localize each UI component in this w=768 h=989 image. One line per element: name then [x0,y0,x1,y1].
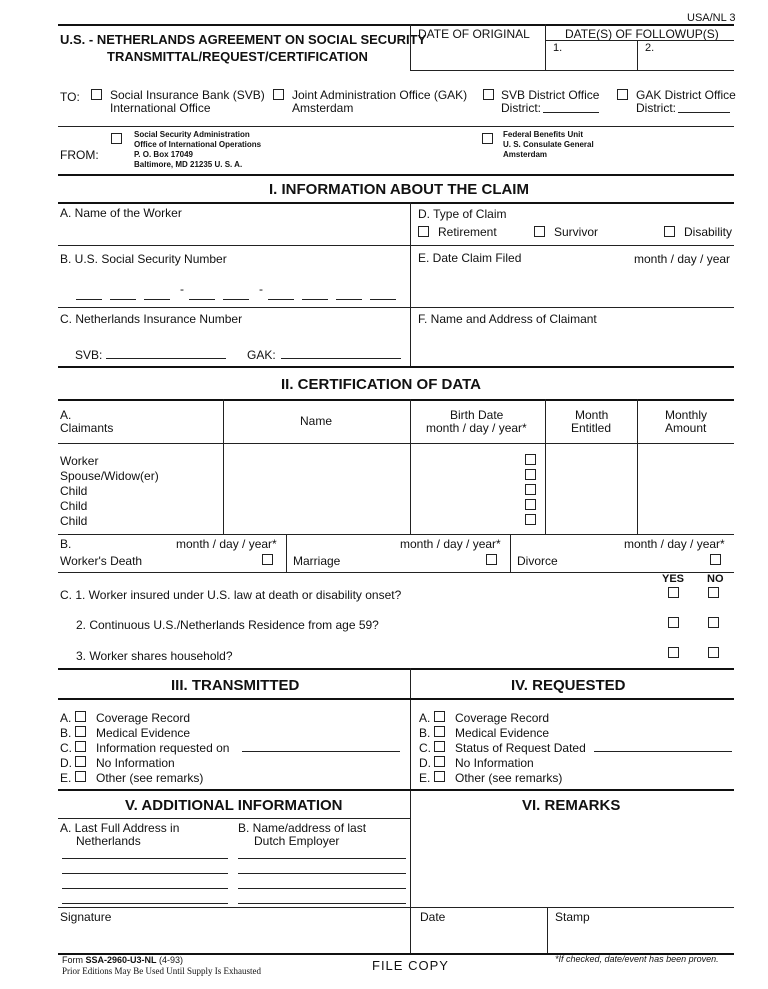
stamp-label: Stamp [555,910,590,924]
survivor-label: Survivor [554,225,599,239]
death-proven-checkbox[interactable] [262,554,273,565]
claimants-col-a: A. [60,408,72,422]
requested-coverage-label: Coverage Record [455,711,550,725]
requested-item-e: E. [419,771,431,785]
transmitted-coverage-checkbox[interactable] [75,711,86,722]
form-number: Form SSA-2960-U3-NL (4-93) [62,955,184,965]
prior-editions-note: Prior Editions May Be Used Until Supply Is Exhausted [62,966,261,976]
section-4-title: IV. REQUESTED [511,677,626,694]
claimant-worker: Worker [60,454,99,468]
c1-no-checkbox[interactable] [708,587,719,598]
transmitted-noinfo-checkbox[interactable] [75,756,86,767]
form-title-line2: TRANSMITTAL/REQUEST/CERTIFICATION [107,49,368,64]
last-address-label-line2: Netherlands [76,834,141,848]
transmitted-other-label: Other (see remarks) [96,771,204,785]
section-1-title: I. INFORMATION ABOUT THE CLAIM [269,181,529,198]
yes-header: YES [662,573,685,585]
marriage-date-format: month / day / year* [400,537,501,551]
to-gak-district-checkbox[interactable] [617,89,628,100]
svb-number-field[interactable] [106,358,226,359]
transmitted-info-checkbox[interactable] [75,741,86,752]
requested-item-d: D. [419,756,431,770]
events-b-label: B. [60,537,72,551]
gak-number-label: GAK: [247,348,276,362]
requested-medical-checkbox[interactable] [434,726,445,737]
transmitted-item-d: D. [60,756,72,770]
requested-status-checkbox[interactable] [434,741,445,752]
monthly-amount-line2: Amount [665,421,707,435]
transmitted-coverage-label: Coverage Record [96,711,191,725]
ssn-label: B. U.S. Social Security Number [60,252,227,266]
requested-status-label: Status of Request Dated [455,741,586,755]
question-c3: 3. Worker shares household? [76,649,233,663]
proven-note: *If checked, date/event has been proven. [555,954,719,964]
to-svb-checkbox[interactable] [91,89,102,100]
gak-number-field[interactable] [281,358,401,359]
from-ssa-checkbox[interactable] [111,133,122,144]
month-entitled-line1: Month [575,408,609,422]
employer-label-line2: Dutch Employer [254,834,340,848]
netherlands-insurance-label: C. Netherlands Insurance Number [60,312,243,326]
svb-number-label: SVB: [75,348,103,362]
form-code: USA/NL 3 [687,12,736,24]
no-header: NO [707,573,724,585]
requested-status-date-field[interactable] [594,751,732,752]
requested-other-checkbox[interactable] [434,771,445,782]
monthly-amount-line1: Monthly [665,408,708,422]
to-svb-line2: International Office [110,101,211,115]
requested-item-b: B. [419,726,431,740]
child3-birth-proven-checkbox[interactable] [525,514,536,525]
c2-yes-checkbox[interactable] [668,617,679,628]
question-c1: C. 1. Worker insured under U.S. law at death or disability onset? [60,588,402,602]
from-ssa-address: Social Security Administration Office of International Operations P. O. Box 17049 Baltimore, MD 21235 U. S. A. [134,130,262,169]
claimant-spouse: Spouse/Widow(er) [60,469,159,483]
transmitted-item-c: C. [60,741,72,755]
followup-dates-label: DATE(S) OF FOLLOWUP(S) [565,27,719,41]
transmitted-noinfo-label: No Information [96,756,175,770]
claimant-child-1: Child [60,484,88,498]
requested-noinfo-label: No Information [455,756,534,770]
claimant-address-label: F. Name and Address of Claimant [418,312,597,326]
from-fbu-address: Federal Benefits Unit U. S. Consulate General Amsterdam [503,130,594,159]
section-6-title: VI. REMARKS [522,797,621,814]
claimants-col-header: Claimants [60,421,114,435]
signature-label: Signature [60,910,112,924]
to-gak-district-line1: GAK District Office [636,88,736,102]
form-title-line1: U.S. - NETHERLANDS AGREEMENT ON SOCIAL SECURITY [60,32,427,47]
date-label: Date [420,910,446,924]
disability-label: Disability [684,225,733,239]
marriage-label: Marriage [293,554,341,568]
gak-district-field[interactable] [678,112,730,113]
death-date-format: month / day / year* [176,537,277,551]
from-fbu-checkbox[interactable] [482,133,493,144]
c1-yes-checkbox[interactable] [668,587,679,598]
svb-district-field[interactable] [543,112,599,113]
followup-2-label: 2. [645,42,655,54]
requested-other-label: Other (see remarks) [455,771,563,785]
c3-no-checkbox[interactable] [708,647,719,658]
requested-noinfo-checkbox[interactable] [434,756,445,767]
to-gak-checkbox[interactable] [273,89,284,100]
disability-checkbox[interactable] [664,226,675,237]
file-copy-label: FILE COPY [372,958,449,973]
transmitted-item-a: A. [60,711,72,725]
to-gak-line2: Amsterdam [292,101,354,115]
transmitted-medical-checkbox[interactable] [75,726,86,737]
name-col-header: Name [300,414,333,428]
spouse-birth-proven-checkbox[interactable] [525,469,536,480]
section-5-title: V. ADDITIONAL INFORMATION [125,797,343,814]
transmitted-item-e: E. [60,771,72,785]
marriage-proven-checkbox[interactable] [486,554,497,565]
to-svb-line1: Social Insurance Bank (SVB) [110,88,265,102]
to-svb-district-checkbox[interactable] [483,89,494,100]
survivor-checkbox[interactable] [534,226,545,237]
divorce-proven-checkbox[interactable] [710,554,721,565]
from-label: FROM: [60,148,99,162]
last-address-label-line1: A. Last Full Address in [60,821,180,835]
c2-no-checkbox[interactable] [708,617,719,628]
date-claim-filed-format: month / day / year [634,252,731,266]
transmitted-info-date-field[interactable] [242,751,400,752]
employer-label-line1: B. Name/address of last [238,821,367,835]
followup-1-label: 1. [553,42,563,54]
child2-birth-proven-checkbox[interactable] [525,499,536,510]
date-claim-filed-label: E. Date Claim Filed [418,251,522,265]
workers-death-label: Worker's Death [60,554,143,568]
worker-birth-proven-checkbox[interactable] [525,454,536,465]
retirement-label: Retirement [438,225,497,239]
section-2-title: II. CERTIFICATION OF DATA [281,376,481,393]
date-of-original-label: DATE OF ORIGINAL [418,27,530,41]
section-3-title: III. TRANSMITTED [171,677,300,694]
transmitted-other-checkbox[interactable] [75,771,86,782]
top-rule [58,24,734,26]
to-gak-line1: Joint Administration Office (GAK) [292,88,468,102]
requested-item-a: A. [419,711,431,725]
divorce-date-format: month / day / year* [624,537,725,551]
month-entitled-line2: Entitled [571,421,612,435]
to-gak-district-line2: District: [636,101,676,115]
child1-birth-proven-checkbox[interactable] [525,484,536,495]
requested-medical-label: Medical Evidence [455,726,550,740]
transmitted-medical-label: Medical Evidence [96,726,191,740]
requested-item-c: C. [419,741,431,755]
to-svb-district-line1: SVB District Office [501,88,600,102]
requested-coverage-checkbox[interactable] [434,711,445,722]
worker-name-label: A. Name of the Worker [60,206,182,220]
question-c2: 2. Continuous U.S./Netherlands Residence from age 59? [76,618,379,632]
c3-yes-checkbox[interactable] [668,647,679,658]
claim-type-label: D. Type of Claim [418,207,507,221]
birth-date-col-format: month / day / year* [426,421,527,435]
to-label: TO: [60,90,80,104]
transmitted-item-b: B. [60,726,72,740]
birth-date-col-header: Birth Date [450,408,504,422]
divorce-label: Divorce [517,554,558,568]
claimant-child-2: Child [60,499,88,513]
claimant-child-3: Child [60,514,88,528]
retirement-checkbox[interactable] [418,226,429,237]
to-svb-district-line2: District: [501,101,541,115]
transmitted-info-label: Information requested on [96,741,230,755]
